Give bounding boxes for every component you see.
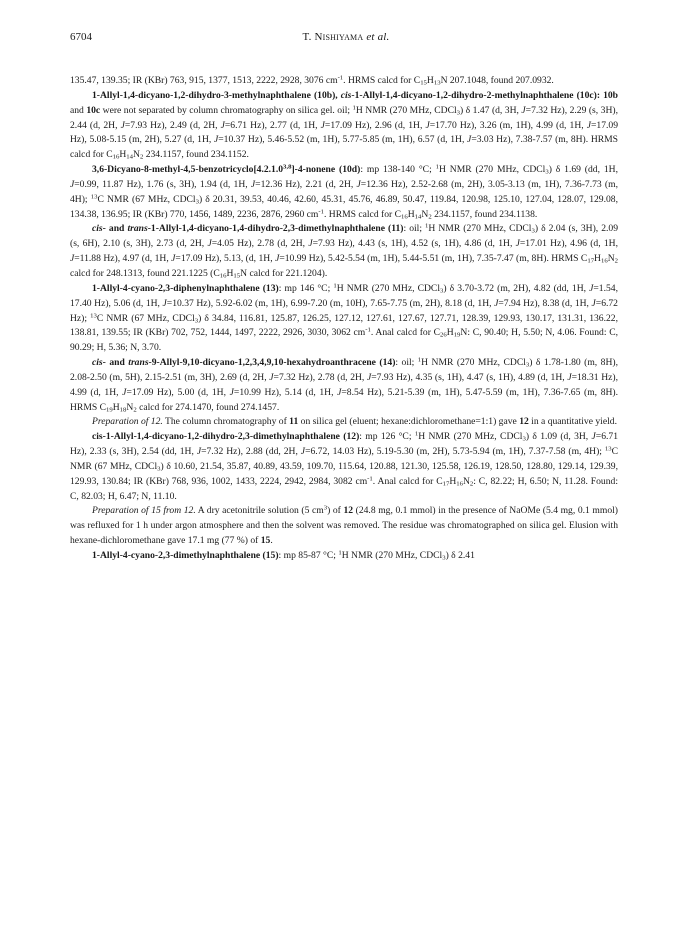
text-run: =12.36 Hz), 2.52-2.68 (m, 2H), 3.05-3.13 (m, 1H), 7.36-7.73 (m, 4H);: [70, 178, 618, 205]
superscript: 13: [604, 445, 612, 453]
text-run: 234.1157, found 234.1152.: [143, 149, 249, 161]
superscript: 1: [417, 356, 422, 364]
subscript: 3: [157, 465, 161, 473]
text-run: 1-Allyl-1,4-dicyano-1,2-dihydro-3-methylnaphthalene (10b),: [92, 89, 341, 101]
text-run: =7.32 Hz), 2.88 (dd, 2H,: [201, 446, 301, 458]
page-number: 6704: [70, 31, 92, 43]
text-run: =3.03 Hz), 7.38-7.57 (m, 8H). HRMS calcd for C: [70, 134, 619, 161]
text-run: - and: [102, 223, 128, 235]
text-run: cis: [92, 357, 103, 369]
superscript: 1: [333, 282, 337, 290]
text-run: N: [133, 149, 140, 161]
subscript: 2: [428, 213, 432, 221]
text-run: J: [567, 371, 572, 383]
text-run: =17.09 Hz), 2.96 (d, 1H,: [324, 119, 426, 131]
text-run: ) δ 3.70-3.72 (m, 2H), 4.82 (dd, 1H,: [443, 282, 590, 294]
text-run: N: [462, 475, 470, 487]
text-run: J: [120, 119, 125, 131]
text-run: =7.93 Hz), 4.43 (s, 1H), 4.52 (s, 1H), 4.86 (d, 1H,: [312, 238, 516, 250]
text-run: calcd for 248.1313, found 221.1225 (C: [70, 267, 220, 279]
text-run: ) δ 2.41: [445, 550, 475, 561]
text-run: J: [122, 386, 127, 398]
paragraph: [70, 430, 618, 504]
subscript: 18: [119, 406, 127, 414]
text-run: N: [126, 401, 134, 413]
text-run: 15: [260, 535, 271, 547]
text-run: N 207.1048, found 207.0932.: [440, 75, 554, 86]
subscript: 2: [139, 153, 144, 161]
text-run: J: [515, 238, 520, 250]
subscript: 3: [456, 109, 461, 117]
superscript: 1: [352, 104, 356, 111]
text-run: =7.32 Hz), 2.29 (s, 3H), 2.44 (d, 2H,: [70, 104, 618, 131]
text-run: H NMR (270 MHz, CDCl: [421, 357, 526, 369]
text-run: N calcd for 221.1204).: [240, 267, 328, 279]
text-run: ]-4-nonene (10d): [291, 164, 361, 176]
subscript: 14: [414, 213, 422, 221]
text-run: J: [269, 371, 274, 383]
text-run: ) δ 1.69 (dd, 1H,: [548, 164, 618, 176]
text-run: H: [112, 401, 120, 413]
text-run: C NMR (67 MHz, CDCl: [97, 193, 196, 205]
text-run: cis: [92, 223, 103, 235]
text-run: J: [220, 119, 225, 131]
superscript: 1: [425, 222, 429, 230]
paragraph: [70, 163, 618, 222]
running-title: [0, 31, 692, 43]
superscript: -1: [318, 207, 324, 215]
text-run: were not separated by column chromatography on silica gel. oil;: [100, 104, 353, 116]
text-run: H NMR (270 MHz, CDCl: [336, 282, 440, 294]
text-run: H: [226, 267, 234, 279]
paragraph: [70, 504, 618, 549]
text-run: J: [250, 178, 256, 190]
text-run: calcd for 274.1470, found 274.1457.: [136, 401, 280, 413]
text-run: J: [229, 386, 234, 398]
text-run: H NMR (270 MHz, CDCl: [428, 223, 532, 235]
text-run: J: [162, 297, 167, 309]
text-run: .: [270, 535, 273, 547]
text-run: The column chromatography of: [162, 416, 290, 428]
text-run: H NMR (270 MHz, CDCl: [341, 550, 443, 561]
text-run: : oil;: [395, 357, 418, 369]
text-run: Preparation of 15 from 12.: [92, 505, 196, 517]
text-run: cis: [340, 89, 352, 101]
subscript: 3: [531, 228, 535, 236]
text-run: C NMR (67 MHz, CDCl: [96, 312, 195, 324]
text-run: =11.88 Hz), 4.97 (d, 1H,: [74, 253, 172, 265]
text-run: J: [467, 134, 472, 146]
text-run: =17.70 Hz), 3.26 (m, 1H), 4.99 (d, 1H,: [429, 119, 587, 131]
text-run: (24.8 mg, 0.1 mmol) in the presence of NaOMe (5.4 mg, 0.1 mmol) was refluxed for 1 h under argon atmosphere and then the solvent was removed. The residue was chromatographed on silica gel. Elusion with hexane-dichloromethane gave 17.1 mg (77 %) of: [70, 505, 618, 547]
subscript: 3: [525, 361, 530, 369]
text-run: 10c: [86, 104, 101, 116]
text-run: =1.54, 17.40 Hz), 5.06 (d, 1H,: [70, 282, 618, 309]
text-run: ) δ 10.60, 21.54, 35.87, 40.89, 43.59, 109.70, 115.64, 120.88, 121.30, 125.58, 126.19, 128.50, 128.80, 129.14, 129.39, 129.93, 130.84; IR (KBr) 768, 936, 1002, 1433, 2224, 2942, 2984, 3082 cm: [70, 460, 618, 487]
superscript: 3: [323, 504, 328, 512]
text-run: =10.99 Hz), 5.14 (d, 1H,: [233, 386, 338, 398]
text-run: J: [207, 238, 212, 250]
text-run: J: [275, 253, 280, 265]
text-run: J: [521, 104, 526, 116]
superscript: -1: [365, 326, 371, 334]
text-run: J: [591, 297, 596, 309]
text-run: H: [594, 253, 601, 265]
subscript: 14: [126, 153, 133, 161]
running-title-author: T. Nishiyama: [302, 31, 364, 43]
text-run: J: [589, 282, 594, 294]
text-run: J: [213, 134, 219, 146]
text-run: =6.71 Hz), 2.33 (s, 3H), 2.54 (dd, 1H,: [70, 431, 618, 458]
text-run: 1-Allyl-4-cyano-2,3-diphenylnaphthalene (13): [92, 282, 279, 294]
text-run: N: [607, 253, 615, 265]
text-run: =12.36 Hz), 2.21 (d, 2H,: [255, 178, 357, 190]
text-run: =0.99, 11.87 Hz), 1.76 (s, 3H), 1.94 (d, 1H,: [74, 178, 251, 190]
text-run: ) δ 1.47 (d, 3H,: [460, 104, 522, 116]
paragraph: [70, 356, 618, 415]
text-run: 135.47, 139.35; IR (KBr) 763, 915, 1377, 1513, 2222, 2928, 3076 cm: [70, 75, 338, 86]
text-run: ) δ 2.04 (s, 3H), 2.09 (s, 6H), 2.10 (s, 3H), 2.73 (d, 2H,: [70, 223, 618, 250]
superscript: -1: [367, 475, 373, 483]
text-run: H: [426, 75, 434, 86]
subscript: 15: [233, 272, 241, 280]
subscript: 3: [442, 554, 446, 562]
text-run: =6.71 Hz), 2.77 (d, 1H,: [224, 119, 321, 131]
text-run: =17.01 Hz), 4.96 (d, 1H,: [519, 238, 618, 250]
text-run: =10.37 Hz), 5.46-5.52 (m, 1H), 5.77-5.85 (m, 1H), 6.57 (d, 1H,: [218, 134, 468, 146]
text-run: J: [366, 371, 372, 383]
text-run: : mp 138-140 °C;: [360, 164, 436, 176]
text-run: Preparation of 12.: [92, 416, 163, 428]
superscript: 1: [414, 430, 419, 438]
paragraph: [70, 74, 618, 89]
subscript: 3: [522, 435, 526, 443]
subscript: 2: [469, 480, 474, 488]
text-run: H: [449, 475, 457, 487]
text-run: =17.09 Hz), 5.08-5.15 (m, 2H), 5.27 (d, 1H,: [70, 119, 619, 146]
text-run: =6.72 Hz);: [70, 297, 618, 324]
text-run: N: C, 90.40; H, 5.50; N, 4.06. Found: C, 90.29; H, 5.36; N, 3.70.: [70, 327, 618, 354]
text-run: . HRMS calcd for C: [343, 75, 421, 86]
text-run: J: [171, 253, 176, 265]
text-run: H: [407, 208, 415, 220]
text-run: ) δ 34.84, 116.81, 125.87, 126.25, 127.12, 127.61, 127.67, 127.71, 128.39, 129.93, 130.17, 131.31, 136.22, 138.81, 139.55; IR (KBr) 702, 752, 1444, 1497, 2222, 2926, 3030, 3062 cm: [70, 312, 618, 339]
text-run: J: [586, 119, 592, 131]
subscript: 16: [219, 272, 227, 280]
text-run: -1-Allyl-1,4-dicyano-1,4-dihydro-2,3-dimethylnaphthalene (11): [147, 223, 404, 235]
subscript: 19: [106, 406, 113, 414]
text-run: J: [320, 119, 325, 131]
text-run: -1-Allyl-1,4-dicyano-1,2-dihydro-2-methylnaphthalene (10c): 10b: [351, 89, 619, 101]
text-run: =7.94 Hz), 8.38 (d, 1H,: [498, 297, 592, 309]
text-run: : mp 85-87 °C;: [278, 550, 339, 561]
subscript: 3: [440, 287, 444, 295]
text-run: J: [70, 253, 75, 265]
text-run: 11: [289, 416, 299, 428]
text-run: 3,6-Dicyano-8-methyl-4,5-benzotricyclo[4.2.1.0: [92, 164, 284, 176]
text-run: 12: [519, 416, 529, 428]
text-run: ) δ 20.31, 39.53, 40.46, 42.60, 45.31, 45.76, 46.89, 50.47, 119.84, 120.98, 125.10, 127.04, 128.07, 129.08, 134.38, 136.95; IR (KBr) 770, 1456, 1489, 2236, 2876, 2960 cm: [70, 193, 618, 220]
text-run: N: [421, 208, 429, 220]
superscript: 1: [435, 163, 439, 171]
subscript: 16: [401, 213, 408, 221]
text-run: =4.05 Hz), 2.78 (d, 2H,: [211, 238, 309, 250]
experimental-text: [70, 74, 618, 564]
text-run: trans: [128, 357, 149, 369]
subscript: 19: [453, 332, 461, 340]
text-run: . Anal calcd for C: [372, 475, 443, 487]
paragraph: [70, 89, 618, 163]
subscript: 3: [194, 317, 199, 325]
subscript: 3: [545, 168, 549, 176]
text-run: H NMR (270 MHz, CDCl: [418, 431, 523, 443]
text-run: . Anal calcd for C: [370, 327, 441, 339]
text-run: on silica gel (eluent; hexane:dichloromethane=1:1) gave: [298, 416, 520, 428]
subscript: 17: [442, 480, 450, 488]
text-run: =8.54 Hz), 5.21-5.39 (m, 1H), 5.47-5.59 (m, 1H), 7.36-7.65 (m, 8H). HRMS C: [70, 386, 619, 413]
text-run: H: [446, 327, 454, 339]
subscript: 16: [456, 480, 463, 488]
text-run: =17.09 Hz), 5.13, (d, 1H,: [175, 253, 276, 265]
paragraph: [70, 282, 618, 356]
subscript: 17: [587, 257, 595, 265]
text-run: J: [356, 178, 361, 190]
subscript: 2: [133, 406, 137, 414]
text-run: ) δ 1.09 (d, 3H,: [525, 431, 592, 443]
text-run: . HRMS calcd for C: [323, 208, 401, 220]
text-run: 12: [343, 505, 354, 517]
superscript: 13: [90, 311, 97, 319]
text-run: ) of: [327, 505, 344, 517]
text-run: 234.1157, found 234.1138.: [431, 208, 538, 220]
text-run: : mp 126 °C;: [359, 431, 415, 443]
text-run: J: [70, 178, 75, 190]
subscript: 13: [433, 79, 441, 87]
running-title-etal: et al.: [366, 31, 390, 43]
text-run: =7.93 Hz), 4.35 (s, 1H), 4.47 (s, 1H), 4.89 (d, 1H,: [371, 371, 568, 383]
text-run: J: [308, 238, 313, 250]
text-run: =18.31 Hz), 4.99 (d, 1H,: [70, 371, 618, 398]
text-run: -9-Allyl-9,10-dicyano-1,2,3,4,9,10-hexahydroanthracene (14): [148, 357, 396, 369]
text-run: : oil;: [403, 223, 426, 235]
text-run: J: [494, 297, 499, 309]
subscript: 15: [420, 79, 427, 87]
text-run: =7.93 Hz), 2.49 (d, 2H,: [124, 119, 221, 131]
text-run: J: [300, 446, 306, 458]
superscript: 3,8: [283, 163, 292, 171]
text-run: J: [337, 386, 342, 398]
text-run: H NMR (270 MHz, CDCl: [355, 104, 457, 116]
paragraph: [70, 549, 618, 564]
text-run: =10.37 Hz), 5.92-6.02 (m, 1H), 6.99-7.20 (m, 10H), 7.65-7.75 (m, 2H), 8.18 (d, 1H,: [166, 297, 495, 309]
superscript: 13: [90, 193, 98, 201]
text-run: - and: [102, 357, 129, 369]
text-run: ) δ 1.78-1.80 (m, 8H), 2.08-2.50 (m, 5H), 2.15-2.51 (m, 3H), 2.69 (d, 2H,: [70, 357, 618, 383]
text-run: A dry acetonitrile solution (5 cm: [195, 505, 324, 517]
text-run: in a quantitative yield.: [528, 416, 617, 428]
subscript: 16: [600, 257, 608, 265]
subscript: 16: [112, 153, 120, 161]
subscript: 26: [440, 332, 447, 340]
text-run: =6.72, 14.03 Hz), 5.19-5.30 (m, 2H), 5.73-5.94 (m, 1H), 7.37-7.58 (m, 4H);: [305, 446, 605, 458]
text-run: J: [591, 431, 596, 443]
superscript: -1: [337, 74, 344, 82]
text-run: =10.99 Hz), 5.42-5.54 (m, 1H), 5.44-5.51 (m, 1H), 7.35-7.47 (m, 8H). HRMS C: [279, 253, 588, 265]
superscript: 1: [338, 549, 342, 557]
subscript: 3: [195, 198, 199, 206]
paragraph: [70, 222, 618, 281]
text-run: and: [70, 104, 87, 116]
text-run: =7.32 Hz), 2.78 (d, 2H,: [273, 371, 367, 383]
text-run: J: [196, 446, 202, 458]
text-run: =17.09 Hz), 5.00 (d, 1H,: [126, 386, 230, 398]
text-run: H NMR (270 MHz, CDCl: [438, 164, 546, 176]
subscript: 2: [614, 257, 618, 265]
text-run: 1-Allyl-4-cyano-2,3-dimethylnaphthalene (15): [92, 550, 279, 561]
paragraph: [70, 415, 618, 430]
text-run: trans: [127, 223, 148, 235]
text-run: : mp 146 °C;: [278, 282, 334, 294]
text-run: cis-1-Allyl-1,4-dicyano-1,2-dihydro-2,3-dimethylnaphthalene (12): [92, 431, 360, 443]
text-run: C NMR (67 MHz, CDCl: [70, 446, 618, 472]
text-run: : C, 82.22; H, 6.50; N, 11.28. Found: C, 82.03; H, 6.47; N, 11.10.: [70, 475, 618, 502]
text-run: H: [119, 149, 127, 161]
text-run: J: [425, 119, 430, 131]
